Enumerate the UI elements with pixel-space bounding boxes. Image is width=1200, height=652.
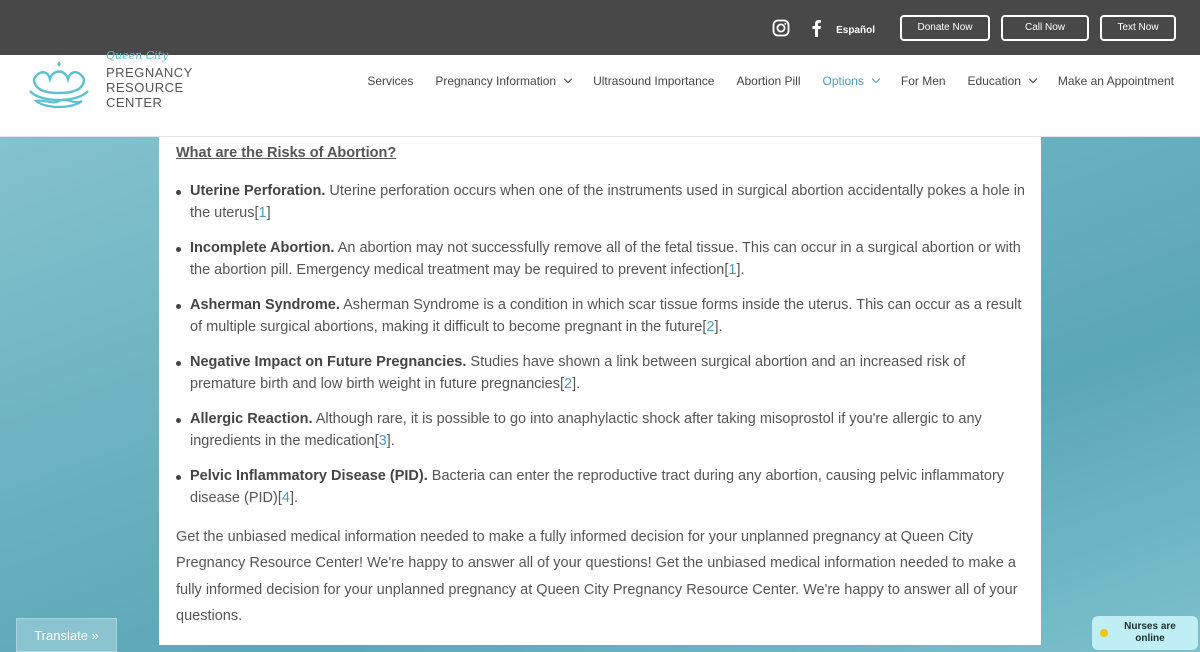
chevron-down-icon bbox=[564, 75, 572, 83]
risk-end: ]. bbox=[572, 375, 581, 392]
risk-term: Uterine Perforation. bbox=[190, 183, 326, 199]
logo-line-1: PREGNANCY bbox=[106, 65, 193, 80]
risk-text: An abortion may not successfully remove all of the fetal tissue. This can occur in a surgical abortion or with the abortion pill. Emergency medical treatment may be required to prevent infection[ bbox=[190, 240, 1021, 278]
nav-make-an-appointment[interactable] bbox=[1058, 74, 1174, 88]
nurses-online-chat-button[interactable] bbox=[1092, 616, 1198, 650]
logo-line-3: CENTER bbox=[106, 95, 163, 110]
top-bar bbox=[0, 0, 1200, 55]
risk-text: Bacteria can enter the reproductive tract during any abortion, causing pelvic inflammatory disease (PID)[ bbox=[190, 468, 1005, 506]
nav-education-label: Education bbox=[967, 74, 1021, 88]
nav-education[interactable] bbox=[968, 74, 1036, 88]
risk-end: ]. bbox=[289, 489, 299, 506]
risks-heading: What are the Risks of Abortion? bbox=[176, 145, 397, 161]
language-link[interactable]: Español bbox=[836, 25, 875, 36]
facebook-icon[interactable] bbox=[810, 19, 822, 37]
risk-term: Pelvic Inflammatory Disease (PID). bbox=[190, 468, 428, 484]
chevron-down-icon bbox=[872, 75, 880, 83]
nav-appointment-label: Make an Appointment bbox=[1057, 74, 1174, 88]
logo[interactable] bbox=[26, 49, 206, 115]
list-item bbox=[176, 238, 1026, 281]
list-item bbox=[176, 409, 1026, 452]
risks-list bbox=[176, 181, 1026, 523]
risk-end: ]. bbox=[736, 261, 745, 278]
risk-text: Uterine perforation occurs when one of the instruments used in surgical abortion accidentally pokes a hole in the uterus[ bbox=[190, 183, 1025, 221]
nav-options[interactable] bbox=[823, 74, 879, 88]
risk-term: Asherman Syndrome. bbox=[190, 297, 340, 313]
logo-crown-icon bbox=[26, 57, 92, 113]
call-now-button[interactable]: Call Now bbox=[1001, 15, 1089, 41]
text-now-button[interactable]: Text Now bbox=[1100, 15, 1176, 41]
nav-for-men[interactable] bbox=[901, 74, 946, 88]
list-item bbox=[176, 181, 1026, 224]
main-nav bbox=[345, 71, 1174, 91]
risk-end: ]. bbox=[386, 432, 395, 449]
instagram-icon[interactable] bbox=[772, 19, 790, 37]
nav-ultrasound-importance[interactable] bbox=[593, 74, 714, 88]
citation-link[interactable]: 1 bbox=[258, 204, 267, 221]
risk-term: Negative Impact on Future Pregnancies. bbox=[190, 354, 467, 370]
risk-end: ] bbox=[266, 204, 271, 221]
risk-text: Although rare, it is possible to go into anaphylactic shock after taking misoprostol if you're allergic to any ingredients in the medication[ bbox=[190, 411, 982, 449]
nav-services[interactable] bbox=[367, 74, 413, 88]
content-card bbox=[159, 137, 1041, 645]
nav-abortion-pill[interactable] bbox=[736, 74, 800, 88]
citation-link[interactable]: 2 bbox=[706, 318, 715, 335]
nav-pregnancy-information-label: Pregnancy Information bbox=[435, 74, 557, 88]
site-header bbox=[0, 49, 1200, 137]
nav-options-label: Options bbox=[822, 74, 864, 88]
nav-services-label: Services bbox=[367, 74, 414, 88]
nurses-online-label: Nurses are online bbox=[1124, 621, 1176, 644]
nav-abortion-pill-label: Abortion Pill bbox=[736, 74, 801, 88]
list-item bbox=[176, 295, 1026, 338]
list-item bbox=[176, 466, 1026, 509]
citation-link[interactable]: 3 bbox=[378, 432, 387, 449]
risk-text: Studies have shown a link between surgical abortion and an increased risk of premature birth and low birth weight in future pregnancies[ bbox=[190, 354, 966, 392]
nav-ultrasound-label: Ultrasound Importance bbox=[593, 74, 715, 88]
list-item bbox=[176, 352, 1026, 395]
risk-term: Incomplete Abortion. bbox=[190, 240, 335, 256]
translate-button[interactable]: Translate » bbox=[16, 618, 117, 652]
risk-end: ]. bbox=[714, 318, 723, 335]
risk-text: Asherman Syndrome is a condition in which scar tissue forms inside the uterus. This can occur as a result of multiple surgical abortions, making it difficult to become pregnant in the future[ bbox=[190, 297, 1022, 335]
logo-line-2: RESOURCE bbox=[106, 80, 184, 95]
chevron-down-icon bbox=[1029, 75, 1037, 83]
citation-link[interactable]: 1 bbox=[728, 261, 737, 278]
nav-for-men-label: For Men bbox=[900, 74, 946, 88]
risk-term: Allergic Reaction. bbox=[190, 411, 313, 427]
citation-link[interactable]: 4 bbox=[281, 489, 290, 506]
nav-pregnancy-information[interactable] bbox=[435, 74, 571, 88]
closing-paragraph: Get the unbiased medical information needed to make a fully informed decision for your unplanned pregnancy at Queen City Pregnancy Resource Center! We're happy to answer all of your questions! Get the unbiased medical information needed to make a fully informed decision for your unplanned pregnancy at Queen City Pregnancy Resource Center. We're happy to answer all of your questions. bbox=[176, 529, 1018, 624]
donate-now-button[interactable]: Donate Now bbox=[900, 15, 990, 41]
logo-script-text: Queen City bbox=[106, 49, 169, 62]
online-status-icon bbox=[1100, 629, 1108, 637]
citation-link[interactable]: 2 bbox=[563, 375, 573, 392]
